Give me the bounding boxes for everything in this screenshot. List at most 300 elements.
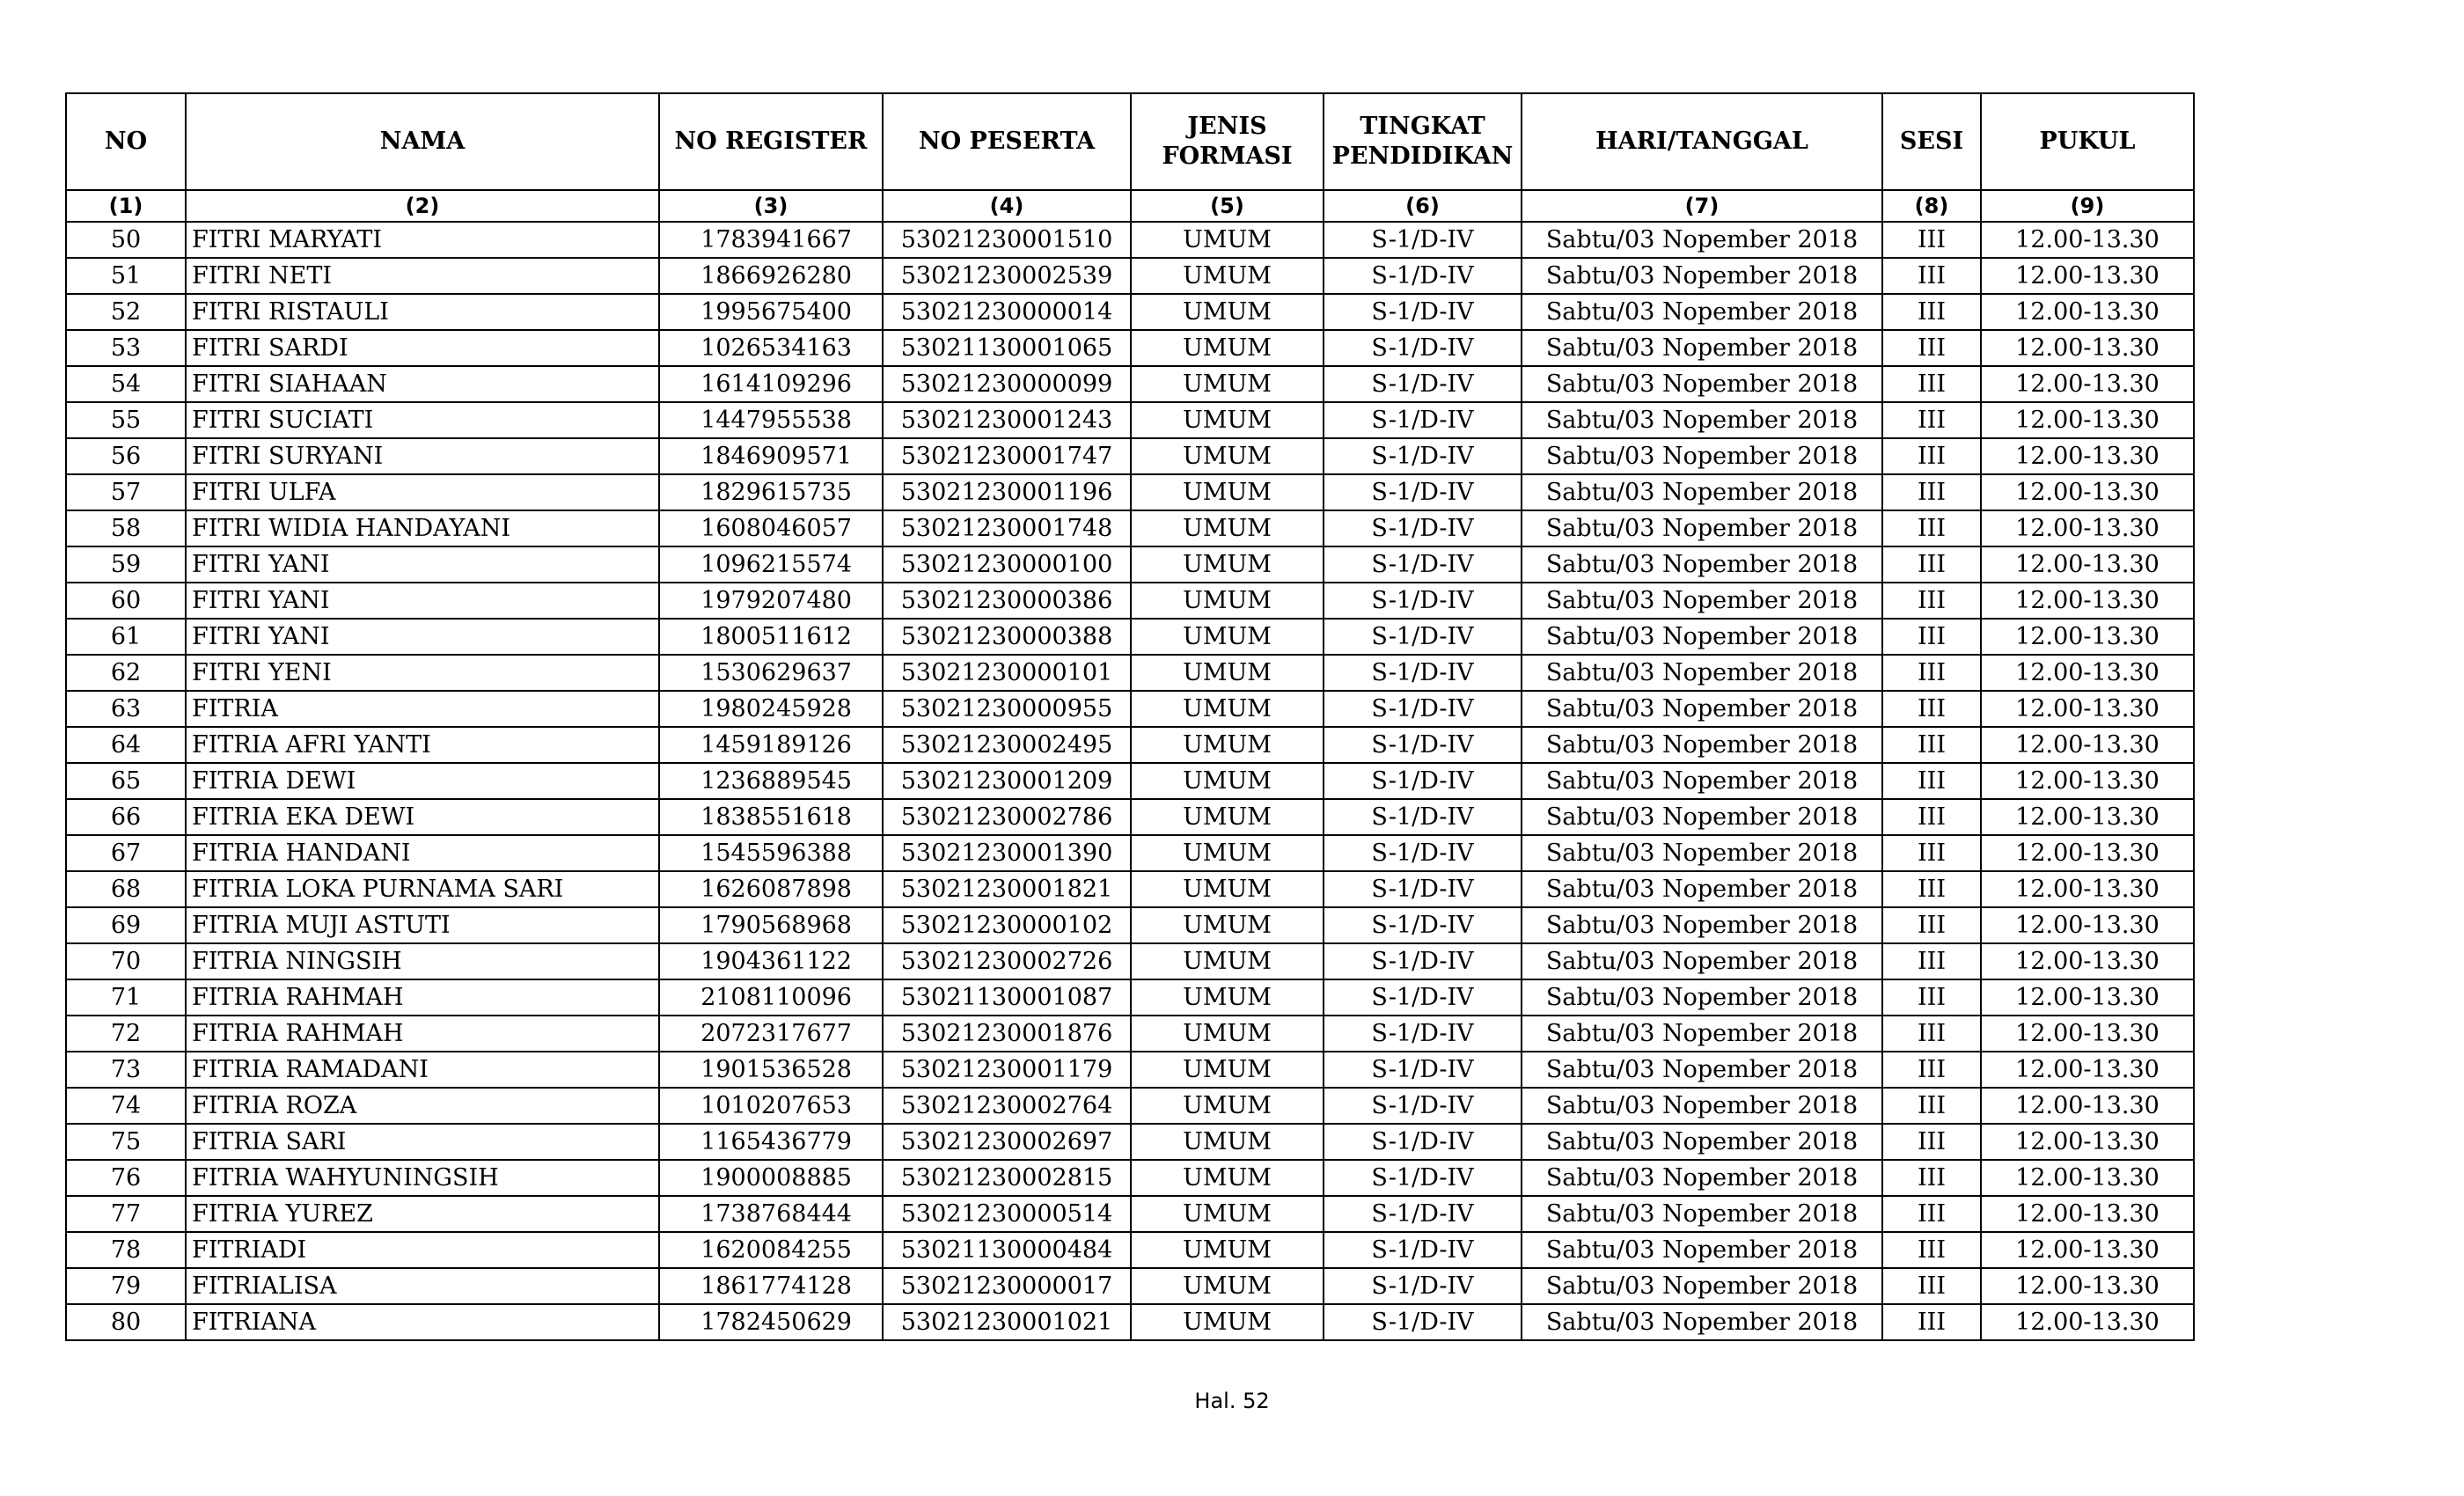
cell-jenis-formasi: UMUM (1131, 655, 1324, 691)
cell-no: 55 (66, 402, 186, 438)
cell-sesi: III (1882, 546, 1981, 583)
cell-pukul: 12.00-13.30 (1981, 1268, 2194, 1304)
cell-pukul: 12.00-13.30 (1981, 402, 2194, 438)
cell-tingkat-pendidikan: S-1/D-IV (1324, 907, 1522, 943)
cell-no-register: 1165436779 (659, 1124, 883, 1160)
cell-tingkat-pendidikan: S-1/D-IV (1324, 474, 1522, 510)
cell-tingkat-pendidikan: S-1/D-IV (1324, 510, 1522, 546)
cell-no-register: 1782450629 (659, 1304, 883, 1340)
cell-jenis-formasi: UMUM (1131, 1124, 1324, 1160)
cell-nama: FITRIA (186, 691, 659, 727)
cell-no-peserta: 53021230002726 (883, 943, 1131, 979)
table-row (66, 1052, 2194, 1088)
cell-no-peserta: 53021230000386 (883, 583, 1131, 619)
cell-jenis-formasi: UMUM (1131, 871, 1324, 907)
cell-tingkat-pendidikan: S-1/D-IV (1324, 871, 1522, 907)
header-no-peserta-line: NO PESERTA (918, 128, 1096, 155)
column-number-no: (1) (66, 190, 186, 222)
cell-sesi: III (1882, 655, 1981, 691)
cell-pukul: 12.00-13.30 (1981, 799, 2194, 835)
cell-pukul: 12.00-13.30 (1981, 1232, 2194, 1268)
cell-jenis-formasi: UMUM (1131, 258, 1324, 294)
cell-no-peserta: 53021230001510 (883, 222, 1131, 258)
cell-no-peserta: 53021230000514 (883, 1196, 1131, 1232)
header-jenis-formasi (1131, 93, 1324, 190)
cell-no-register: 1995675400 (659, 294, 883, 330)
cell-tingkat-pendidikan: S-1/D-IV (1324, 546, 1522, 583)
cell-sesi: III (1882, 763, 1981, 799)
cell-no: 53 (66, 330, 186, 366)
cell-nama: FITRI SUCIATI (186, 402, 659, 438)
cell-hari-tanggal: Sabtu/03 Nopember 2018 (1522, 1232, 1882, 1268)
cell-no-peserta: 53021230000017 (883, 1268, 1131, 1304)
table-row (66, 330, 2194, 366)
column-number-hari-tanggal: (7) (1522, 190, 1882, 222)
cell-no: 68 (66, 871, 186, 907)
cell-no: 60 (66, 583, 186, 619)
cell-no-register: 1790568968 (659, 907, 883, 943)
cell-hari-tanggal: Sabtu/03 Nopember 2018 (1522, 510, 1882, 546)
cell-tingkat-pendidikan: S-1/D-IV (1324, 1124, 1522, 1160)
cell-no-register: 1904361122 (659, 943, 883, 979)
cell-pukul: 12.00-13.30 (1981, 655, 2194, 691)
table-row (66, 294, 2194, 330)
table-row (66, 907, 2194, 943)
cell-no: 72 (66, 1016, 186, 1052)
table-row (66, 366, 2194, 402)
cell-no-peserta: 53021230001747 (883, 438, 1131, 474)
cell-jenis-formasi: UMUM (1131, 1088, 1324, 1124)
cell-no-register: 1838551618 (659, 799, 883, 835)
header-no-register (659, 93, 883, 190)
cell-no: 75 (66, 1124, 186, 1160)
cell-no-register: 1614109296 (659, 366, 883, 402)
table-row (66, 474, 2194, 510)
cell-no-register: 1861774128 (659, 1268, 883, 1304)
cell-pukul: 12.00-13.30 (1981, 474, 2194, 510)
cell-hari-tanggal: Sabtu/03 Nopember 2018 (1522, 1268, 1882, 1304)
cell-no: 79 (66, 1268, 186, 1304)
cell-no: 54 (66, 366, 186, 402)
cell-tingkat-pendidikan: S-1/D-IV (1324, 438, 1522, 474)
table-row (66, 727, 2194, 763)
cell-tingkat-pendidikan: S-1/D-IV (1324, 1268, 1522, 1304)
cell-no: 78 (66, 1232, 186, 1268)
header-jenis-formasi-line: JENIS (1187, 113, 1267, 140)
cell-no-peserta: 53021130000484 (883, 1232, 1131, 1268)
cell-pukul: 12.00-13.30 (1981, 546, 2194, 583)
cell-no-peserta: 53021230002786 (883, 799, 1131, 835)
cell-hari-tanggal: Sabtu/03 Nopember 2018 (1522, 1124, 1882, 1160)
header-pukul-line: PUKUL (2039, 128, 2136, 155)
column-number-tingkat-pendidikan: (6) (1324, 190, 1522, 222)
header-tingkat-pendidikan-line: TINGKAT (1360, 113, 1485, 140)
cell-jenis-formasi: UMUM (1131, 294, 1324, 330)
cell-sesi: III (1882, 330, 1981, 366)
cell-no: 74 (66, 1088, 186, 1124)
cell-nama: FITRIA SARI (186, 1124, 659, 1160)
cell-sesi: III (1882, 619, 1981, 655)
cell-pukul: 12.00-13.30 (1981, 763, 2194, 799)
table-row (66, 1160, 2194, 1196)
cell-no-peserta: 53021230001196 (883, 474, 1131, 510)
cell-hari-tanggal: Sabtu/03 Nopember 2018 (1522, 943, 1882, 979)
cell-jenis-formasi: UMUM (1131, 583, 1324, 619)
cell-no: 66 (66, 799, 186, 835)
cell-no-register: 1738768444 (659, 1196, 883, 1232)
table-row (66, 583, 2194, 619)
cell-jenis-formasi: UMUM (1131, 1304, 1324, 1340)
cell-hari-tanggal: Sabtu/03 Nopember 2018 (1522, 763, 1882, 799)
cell-jenis-formasi: UMUM (1131, 1232, 1324, 1268)
cell-no-peserta: 53021130001065 (883, 330, 1131, 366)
cell-no-register: 1026534163 (659, 330, 883, 366)
cell-tingkat-pendidikan: S-1/D-IV (1324, 835, 1522, 871)
table-row (66, 763, 2194, 799)
cell-no-register: 1783941667 (659, 222, 883, 258)
cell-nama: FITRIA HANDANI (186, 835, 659, 871)
cell-no: 70 (66, 943, 186, 979)
cell-nama: FITRI SIAHAAN (186, 366, 659, 402)
cell-jenis-formasi: UMUM (1131, 691, 1324, 727)
cell-jenis-formasi: UMUM (1131, 1016, 1324, 1052)
cell-sesi: III (1882, 1232, 1981, 1268)
cell-no-peserta: 53021230000101 (883, 655, 1131, 691)
cell-pukul: 12.00-13.30 (1981, 979, 2194, 1016)
cell-no-register: 1979207480 (659, 583, 883, 619)
cell-hari-tanggal: Sabtu/03 Nopember 2018 (1522, 619, 1882, 655)
cell-sesi: III (1882, 1088, 1981, 1124)
cell-no-register: 1236889545 (659, 763, 883, 799)
cell-sesi: III (1882, 979, 1981, 1016)
cell-hari-tanggal: Sabtu/03 Nopember 2018 (1522, 655, 1882, 691)
header-no-line: NO (104, 128, 148, 155)
table-row (66, 1232, 2194, 1268)
cell-no-register: 2108110096 (659, 979, 883, 1016)
cell-no: 63 (66, 691, 186, 727)
cell-nama: FITRIA DEWI (186, 763, 659, 799)
cell-no-register: 1829615735 (659, 474, 883, 510)
cell-hari-tanggal: Sabtu/03 Nopember 2018 (1522, 402, 1882, 438)
participant-table (65, 92, 2195, 1341)
cell-no-register: 1800511612 (659, 619, 883, 655)
cell-pukul: 12.00-13.30 (1981, 1088, 2194, 1124)
cell-no-peserta: 53021230001021 (883, 1304, 1131, 1340)
table-row (66, 871, 2194, 907)
cell-no-peserta: 53021230000102 (883, 907, 1131, 943)
header-tingkat-pendidikan (1324, 93, 1522, 190)
cell-sesi: III (1882, 1124, 1981, 1160)
cell-pukul: 12.00-13.30 (1981, 258, 2194, 294)
cell-no: 76 (66, 1160, 186, 1196)
cell-no-peserta: 53021230000099 (883, 366, 1131, 402)
cell-pukul: 12.00-13.30 (1981, 438, 2194, 474)
cell-no: 67 (66, 835, 186, 871)
cell-jenis-formasi: UMUM (1131, 727, 1324, 763)
header-tingkat-pendidikan-line: PENDIDIKAN (1331, 143, 1514, 170)
cell-sesi: III (1882, 907, 1981, 943)
table-row (66, 222, 2194, 258)
cell-hari-tanggal: Sabtu/03 Nopember 2018 (1522, 546, 1882, 583)
cell-no-peserta: 53021230002764 (883, 1088, 1131, 1124)
table-row (66, 1088, 2194, 1124)
cell-tingkat-pendidikan: S-1/D-IV (1324, 799, 1522, 835)
cell-sesi: III (1882, 1052, 1981, 1088)
header-sesi (1882, 93, 1981, 190)
cell-tingkat-pendidikan: S-1/D-IV (1324, 222, 1522, 258)
cell-sesi: III (1882, 294, 1981, 330)
cell-tingkat-pendidikan: S-1/D-IV (1324, 727, 1522, 763)
cell-jenis-formasi: UMUM (1131, 546, 1324, 583)
cell-hari-tanggal: Sabtu/03 Nopember 2018 (1522, 1088, 1882, 1124)
cell-tingkat-pendidikan: S-1/D-IV (1324, 294, 1522, 330)
cell-nama: FITRI RISTAULI (186, 294, 659, 330)
cell-nama: FITRI SURYANI (186, 438, 659, 474)
cell-jenis-formasi: UMUM (1131, 1052, 1324, 1088)
cell-pukul: 12.00-13.30 (1981, 871, 2194, 907)
cell-no-register: 1096215574 (659, 546, 883, 583)
cell-nama: FITRI NETI (186, 258, 659, 294)
cell-no: 69 (66, 907, 186, 943)
cell-jenis-formasi: UMUM (1131, 474, 1324, 510)
cell-pukul: 12.00-13.30 (1981, 943, 2194, 979)
cell-nama: FITRIA LOKA PURNAMA SARI (186, 871, 659, 907)
cell-hari-tanggal: Sabtu/03 Nopember 2018 (1522, 583, 1882, 619)
cell-no-peserta: 53021230000388 (883, 619, 1131, 655)
cell-no-peserta: 53021230002495 (883, 727, 1131, 763)
cell-tingkat-pendidikan: S-1/D-IV (1324, 366, 1522, 402)
cell-no-peserta: 53021230001209 (883, 763, 1131, 799)
header-pukul (1981, 93, 2194, 190)
cell-no-peserta: 53021230001876 (883, 1016, 1131, 1052)
cell-no-register: 1900008885 (659, 1160, 883, 1196)
cell-nama: FITRIA YUREZ (186, 1196, 659, 1232)
cell-hari-tanggal: Sabtu/03 Nopember 2018 (1522, 366, 1882, 402)
cell-jenis-formasi: UMUM (1131, 763, 1324, 799)
cell-nama: FITRIA RAHMAH (186, 979, 659, 1016)
cell-nama: FITRI SARDI (186, 330, 659, 366)
cell-pukul: 12.00-13.30 (1981, 510, 2194, 546)
table-row (66, 438, 2194, 474)
cell-jenis-formasi: UMUM (1131, 402, 1324, 438)
cell-jenis-formasi: UMUM (1131, 330, 1324, 366)
cell-nama: FITRIA RAHMAH (186, 1016, 659, 1052)
cell-sesi: III (1882, 366, 1981, 402)
cell-no-peserta: 53021230000014 (883, 294, 1131, 330)
header-jenis-formasi-line: FORMASI (1162, 143, 1293, 170)
table-row (66, 655, 2194, 691)
cell-no-peserta: 53021230002539 (883, 258, 1131, 294)
cell-tingkat-pendidikan: S-1/D-IV (1324, 763, 1522, 799)
cell-pukul: 12.00-13.30 (1981, 727, 2194, 763)
cell-sesi: III (1882, 1196, 1981, 1232)
cell-no: 65 (66, 763, 186, 799)
cell-sesi: III (1882, 871, 1981, 907)
header-no-register-line: NO REGISTER (674, 128, 868, 155)
cell-sesi: III (1882, 727, 1981, 763)
column-number-jenis-formasi: (5) (1131, 190, 1324, 222)
cell-tingkat-pendidikan: S-1/D-IV (1324, 691, 1522, 727)
cell-hari-tanggal: Sabtu/03 Nopember 2018 (1522, 258, 1882, 294)
header-nama (186, 93, 659, 190)
cell-no: 62 (66, 655, 186, 691)
cell-pukul: 12.00-13.30 (1981, 835, 2194, 871)
cell-no-register: 1866926280 (659, 258, 883, 294)
header-no-peserta (883, 93, 1131, 190)
cell-nama: FITRIA ROZA (186, 1088, 659, 1124)
cell-sesi: III (1882, 510, 1981, 546)
cell-no-register: 1980245928 (659, 691, 883, 727)
cell-no-register: 1620084255 (659, 1232, 883, 1268)
cell-no-register: 1545596388 (659, 835, 883, 871)
cell-sesi: III (1882, 583, 1981, 619)
column-number-nama: (2) (186, 190, 659, 222)
cell-no-peserta: 53021230002815 (883, 1160, 1131, 1196)
cell-hari-tanggal: Sabtu/03 Nopember 2018 (1522, 799, 1882, 835)
cell-sesi: III (1882, 402, 1981, 438)
cell-hari-tanggal: Sabtu/03 Nopember 2018 (1522, 1016, 1882, 1052)
cell-sesi: III (1882, 1268, 1981, 1304)
cell-jenis-formasi: UMUM (1131, 799, 1324, 835)
cell-nama: FITRIA RAMADANI (186, 1052, 659, 1088)
cell-pukul: 12.00-13.30 (1981, 1016, 2194, 1052)
cell-pukul: 12.00-13.30 (1981, 330, 2194, 366)
cell-jenis-formasi: UMUM (1131, 1268, 1324, 1304)
cell-tingkat-pendidikan: S-1/D-IV (1324, 330, 1522, 366)
cell-hari-tanggal: Sabtu/03 Nopember 2018 (1522, 907, 1882, 943)
cell-no: 71 (66, 979, 186, 1016)
cell-nama: FITRIA NINGSIH (186, 943, 659, 979)
table-row (66, 691, 2194, 727)
cell-jenis-formasi: UMUM (1131, 979, 1324, 1016)
table-row (66, 1124, 2194, 1160)
cell-jenis-formasi: UMUM (1131, 366, 1324, 402)
cell-pukul: 12.00-13.30 (1981, 366, 2194, 402)
cell-jenis-formasi: UMUM (1131, 222, 1324, 258)
cell-hari-tanggal: Sabtu/03 Nopember 2018 (1522, 222, 1882, 258)
cell-no: 59 (66, 546, 186, 583)
cell-hari-tanggal: Sabtu/03 Nopember 2018 (1522, 835, 1882, 871)
cell-pukul: 12.00-13.30 (1981, 583, 2194, 619)
cell-jenis-formasi: UMUM (1131, 510, 1324, 546)
cell-nama: FITRI MARYATI (186, 222, 659, 258)
header-no (66, 93, 186, 190)
cell-no-peserta: 53021230001748 (883, 510, 1131, 546)
cell-sesi: III (1882, 474, 1981, 510)
cell-sesi: III (1882, 438, 1981, 474)
cell-tingkat-pendidikan: S-1/D-IV (1324, 1052, 1522, 1088)
table-row (66, 1016, 2194, 1052)
cell-no-peserta: 53021230000955 (883, 691, 1131, 727)
cell-tingkat-pendidikan: S-1/D-IV (1324, 583, 1522, 619)
cell-tingkat-pendidikan: S-1/D-IV (1324, 1196, 1522, 1232)
cell-sesi: III (1882, 799, 1981, 835)
cell-no: 50 (66, 222, 186, 258)
column-number-no-peserta: (4) (883, 190, 1131, 222)
column-number-no-register: (3) (659, 190, 883, 222)
cell-pukul: 12.00-13.30 (1981, 1304, 2194, 1340)
cell-no-register: 2072317677 (659, 1016, 883, 1052)
cell-no: 57 (66, 474, 186, 510)
cell-tingkat-pendidikan: S-1/D-IV (1324, 402, 1522, 438)
cell-hari-tanggal: Sabtu/03 Nopember 2018 (1522, 294, 1882, 330)
cell-pukul: 12.00-13.30 (1981, 691, 2194, 727)
table-row (66, 546, 2194, 583)
cell-no: 77 (66, 1196, 186, 1232)
cell-tingkat-pendidikan: S-1/D-IV (1324, 258, 1522, 294)
cell-pukul: 12.00-13.30 (1981, 1160, 2194, 1196)
cell-tingkat-pendidikan: S-1/D-IV (1324, 1016, 1522, 1052)
header-hari-tanggal (1522, 93, 1882, 190)
cell-hari-tanggal: Sabtu/03 Nopember 2018 (1522, 1052, 1882, 1088)
column-number-sesi: (8) (1882, 190, 1981, 222)
column-number-row (66, 190, 2194, 222)
cell-sesi: III (1882, 1304, 1981, 1340)
page-number: Hal. 52 (1194, 1389, 1270, 1413)
header-nama-line: NAMA (379, 128, 466, 155)
cell-no-peserta: 53021130001087 (883, 979, 1131, 1016)
cell-pukul: 12.00-13.30 (1981, 1124, 2194, 1160)
cell-hari-tanggal: Sabtu/03 Nopember 2018 (1522, 330, 1882, 366)
cell-pukul: 12.00-13.30 (1981, 294, 2194, 330)
cell-no: 52 (66, 294, 186, 330)
cell-sesi: III (1882, 258, 1981, 294)
cell-nama: FITRIA MUJI ASTUTI (186, 907, 659, 943)
header-hari-tanggal-line: HARI/TANGGAL (1595, 128, 1808, 155)
cell-tingkat-pendidikan: S-1/D-IV (1324, 1232, 1522, 1268)
cell-tingkat-pendidikan: S-1/D-IV (1324, 1160, 1522, 1196)
cell-pukul: 12.00-13.30 (1981, 222, 2194, 258)
cell-no: 56 (66, 438, 186, 474)
cell-tingkat-pendidikan: S-1/D-IV (1324, 979, 1522, 1016)
cell-hari-tanggal: Sabtu/03 Nopember 2018 (1522, 979, 1882, 1016)
cell-no: 73 (66, 1052, 186, 1088)
cell-hari-tanggal: Sabtu/03 Nopember 2018 (1522, 871, 1882, 907)
cell-no-register: 1530629637 (659, 655, 883, 691)
cell-no-register: 1846909571 (659, 438, 883, 474)
cell-sesi: III (1882, 691, 1981, 727)
cell-tingkat-pendidikan: S-1/D-IV (1324, 943, 1522, 979)
cell-pukul: 12.00-13.30 (1981, 1196, 2194, 1232)
cell-jenis-formasi: UMUM (1131, 835, 1324, 871)
table-row (66, 1304, 2194, 1340)
cell-sesi: III (1882, 1160, 1981, 1196)
table-row (66, 258, 2194, 294)
cell-sesi: III (1882, 835, 1981, 871)
header-sesi-line: SESI (1899, 128, 1964, 155)
cell-pukul: 12.00-13.30 (1981, 907, 2194, 943)
cell-hari-tanggal: Sabtu/03 Nopember 2018 (1522, 1160, 1882, 1196)
table-row (66, 979, 2194, 1016)
cell-no-peserta: 53021230002697 (883, 1124, 1131, 1160)
cell-hari-tanggal: Sabtu/03 Nopember 2018 (1522, 474, 1882, 510)
table-row (66, 835, 2194, 871)
table-body (66, 222, 2194, 1340)
cell-nama: FITRI YANI (186, 546, 659, 583)
cell-no-register: 1447955538 (659, 402, 883, 438)
cell-no-register: 1608046057 (659, 510, 883, 546)
cell-no: 64 (66, 727, 186, 763)
cell-no-register: 1901536528 (659, 1052, 883, 1088)
cell-tingkat-pendidikan: S-1/D-IV (1324, 655, 1522, 691)
cell-jenis-formasi: UMUM (1131, 619, 1324, 655)
table-row (66, 619, 2194, 655)
table-row (66, 510, 2194, 546)
cell-nama: FITRIA AFRI YANTI (186, 727, 659, 763)
cell-hari-tanggal: Sabtu/03 Nopember 2018 (1522, 727, 1882, 763)
cell-nama: FITRIA WAHYUNINGSIH (186, 1160, 659, 1196)
cell-no-peserta: 53021230000100 (883, 546, 1131, 583)
